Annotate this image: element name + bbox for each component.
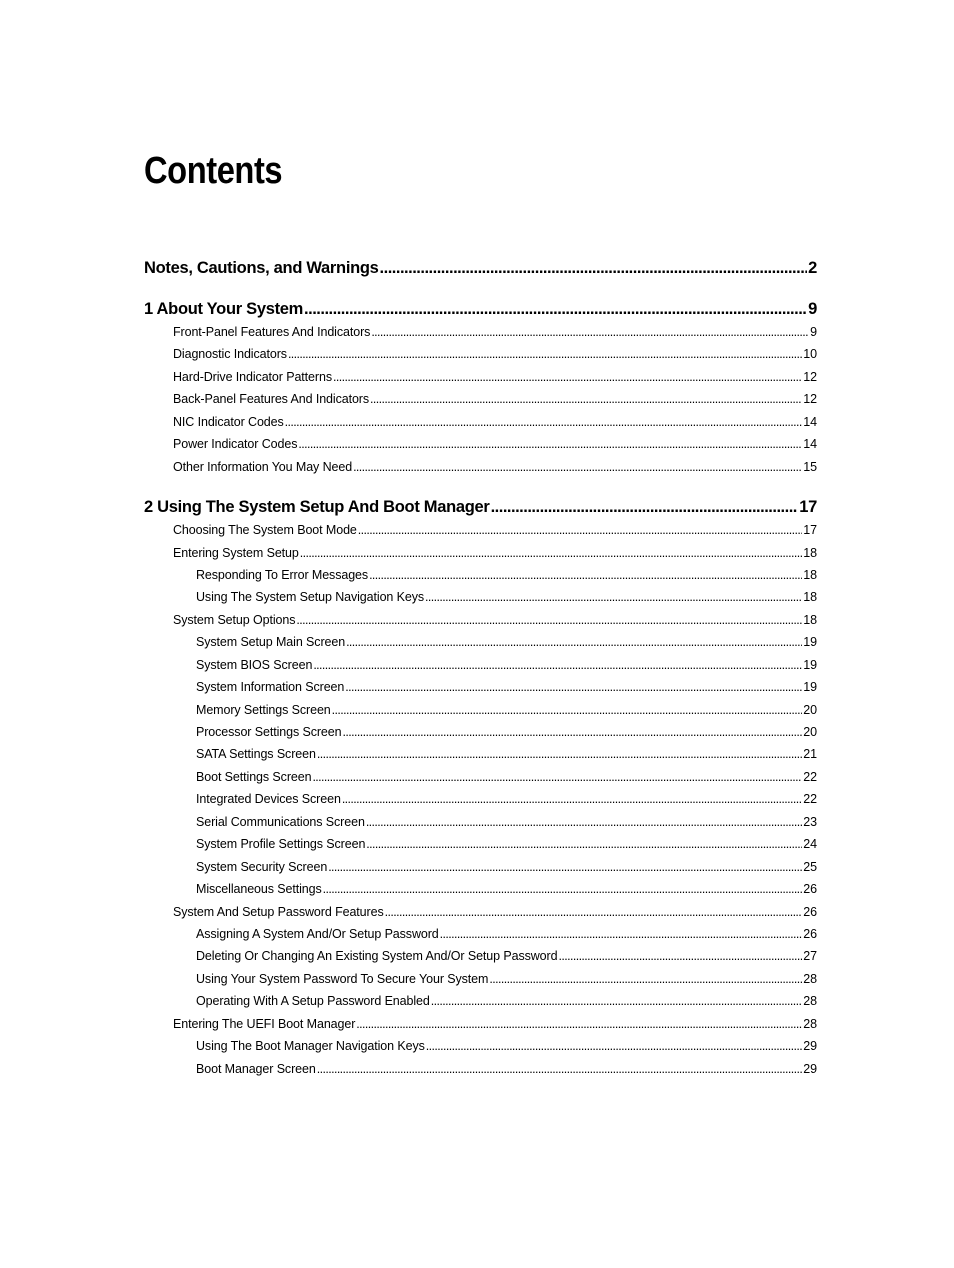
dot-leader xyxy=(491,495,799,519)
toc-entry[interactable] xyxy=(144,699,817,721)
toc-page-number: 20 xyxy=(803,702,817,717)
dot-leader xyxy=(328,856,802,878)
toc-page-number: 18 xyxy=(803,567,817,582)
toc-entry-label: Deleting Or Changing An Existing System And/Or Setup Password xyxy=(196,949,558,964)
toc-page-number: 2 xyxy=(808,259,817,277)
dot-leader xyxy=(323,878,803,900)
toc-page-number: 9 xyxy=(810,325,817,339)
toc-entry-label: Diagnostic Indicators xyxy=(173,347,287,362)
toc-entry[interactable] xyxy=(144,811,817,833)
dot-leader xyxy=(426,1035,803,1057)
toc-entry-label: Using Your System Password To Secure Your System xyxy=(196,971,489,986)
dot-leader xyxy=(317,743,802,765)
dot-leader xyxy=(317,1058,803,1080)
dot-leader xyxy=(300,542,803,564)
toc-entry[interactable] xyxy=(144,586,817,608)
toc-entry-label: Miscellaneous Settings xyxy=(196,882,322,897)
dot-leader xyxy=(332,699,803,721)
dot-leader xyxy=(285,411,803,433)
dot-leader xyxy=(296,609,802,631)
toc-entry[interactable] xyxy=(144,788,817,810)
toc-entry[interactable] xyxy=(144,878,817,900)
toc-entry[interactable] xyxy=(144,321,817,343)
toc-entry-label: Front-Panel Features And Indicators xyxy=(173,325,371,339)
toc-page-number: 21 xyxy=(803,747,817,762)
dot-leader xyxy=(346,631,802,653)
dot-leader xyxy=(366,811,802,833)
toc-entry-label: System BIOS Screen xyxy=(196,657,313,672)
toc-page-number: 19 xyxy=(803,635,817,650)
dot-leader xyxy=(371,321,809,343)
dot-leader xyxy=(356,1013,802,1035)
dot-leader xyxy=(431,990,803,1012)
dot-leader xyxy=(425,586,802,608)
toc-page-number: 26 xyxy=(803,904,817,919)
toc-entry[interactable] xyxy=(144,411,817,433)
toc-entry-label: Integrated Devices Screen xyxy=(196,792,341,807)
toc-entry-label: Using The System Setup Navigation Keys xyxy=(196,590,425,605)
toc-entry-label: Back-Panel Features And Indicators xyxy=(173,392,370,407)
dot-leader xyxy=(343,721,803,743)
toc-entry[interactable] xyxy=(144,990,817,1012)
toc-entry[interactable] xyxy=(144,968,817,990)
toc-entry[interactable] xyxy=(144,901,817,923)
toc-page-number: 10 xyxy=(803,347,817,362)
toc-entry[interactable] xyxy=(144,456,817,478)
toc-page-number: 29 xyxy=(803,1039,817,1054)
toc-page-number: 14 xyxy=(803,437,817,452)
toc-entry-label: System Setup Main Screen xyxy=(196,635,346,650)
dot-leader xyxy=(333,366,802,388)
toc-page-number: 17 xyxy=(799,498,817,517)
dot-leader xyxy=(385,901,803,923)
toc-page-number: 18 xyxy=(803,545,817,560)
toc-entry-label: System And Setup Password Features xyxy=(173,904,384,919)
toc-entry-label: 1 About Your System xyxy=(144,300,304,318)
toc-page-number: 19 xyxy=(803,680,817,695)
toc-entry-label: Memory Settings Screen xyxy=(196,702,331,717)
toc-entry[interactable] xyxy=(144,1035,817,1057)
page-title: Contents xyxy=(144,150,283,192)
toc-entry[interactable] xyxy=(144,923,817,945)
toc-page-number: 19 xyxy=(803,657,817,672)
toc-entry-label: Assigning A System And/Or Setup Password xyxy=(196,926,439,941)
toc-entry-label: System Security Screen xyxy=(196,859,328,874)
toc-page-number: 24 xyxy=(803,837,817,852)
toc-page-number: 18 xyxy=(803,590,817,605)
table-of-contents xyxy=(144,256,817,1080)
toc-entry[interactable] xyxy=(144,519,817,541)
toc-entry[interactable] xyxy=(144,1013,817,1035)
dot-leader xyxy=(370,388,802,410)
dot-leader xyxy=(345,676,802,698)
toc-entry-label: Boot Manager Screen xyxy=(196,1061,316,1076)
toc-page-number: 26 xyxy=(803,882,817,897)
toc-page-number: 28 xyxy=(803,1016,817,1031)
toc-entry[interactable] xyxy=(144,609,817,631)
toc-page-number: 22 xyxy=(803,769,817,784)
toc-page-number: 14 xyxy=(803,414,817,429)
dot-leader xyxy=(440,923,803,945)
toc-entry[interactable] xyxy=(144,676,817,698)
dot-leader xyxy=(288,343,802,365)
toc-entry[interactable] xyxy=(144,542,817,564)
toc-entry[interactable] xyxy=(144,833,817,855)
dot-leader xyxy=(313,654,802,676)
toc-page-number: 26 xyxy=(803,926,817,941)
dot-leader xyxy=(558,945,802,967)
toc-entry-label: Serial Communications Screen xyxy=(196,814,365,829)
toc-entry-label: 2 Using The System Setup And Boot Manager xyxy=(144,498,490,517)
toc-entry[interactable] xyxy=(144,564,817,586)
dot-leader xyxy=(489,968,802,990)
toc-entry-label: Power Indicator Codes xyxy=(173,437,298,452)
toc-entry-label: System Profile Settings Screen xyxy=(196,837,366,852)
dot-leader xyxy=(298,433,802,455)
toc-entry[interactable] xyxy=(144,388,817,410)
toc-entry[interactable] xyxy=(144,856,817,878)
toc-entry-label: System Information Screen xyxy=(196,680,345,695)
dot-leader xyxy=(380,256,808,280)
toc-entry-label: Entering The UEFI Boot Manager xyxy=(173,1016,356,1031)
toc-entry-label: Using The Boot Manager Navigation Keys xyxy=(196,1039,425,1054)
toc-entry[interactable] xyxy=(144,631,817,653)
toc-entry-label: System Setup Options xyxy=(173,612,296,627)
toc-entry[interactable] xyxy=(144,743,817,765)
toc-page-number: 20 xyxy=(803,725,817,739)
toc-chapter-entry[interactable] xyxy=(144,256,817,280)
toc-page-number: 28 xyxy=(803,971,817,986)
toc-page-number: 23 xyxy=(803,814,817,829)
toc-chapter-entry[interactable] xyxy=(144,495,817,519)
toc-page-number: 18 xyxy=(803,612,817,627)
toc-entry-label: Other Information You May Need xyxy=(173,459,353,474)
toc-entry-label: NIC Indicator Codes xyxy=(173,414,284,429)
toc-page-number: 28 xyxy=(803,994,817,1009)
toc-page-number: 25 xyxy=(803,859,817,874)
toc-page-number: 17 xyxy=(803,523,817,538)
toc-entry-label: Notes, Cautions, and Warnings xyxy=(144,259,379,277)
toc-entry-label: Operating With A Setup Password Enabled xyxy=(196,994,430,1009)
toc-page-number: 27 xyxy=(803,949,817,964)
toc-page-number: 15 xyxy=(803,459,817,474)
toc-page-number: 12 xyxy=(803,369,817,384)
dot-leader xyxy=(353,456,802,478)
dot-leader xyxy=(312,766,802,788)
toc-entry-label: Processor Settings Screen xyxy=(196,725,342,739)
dot-leader xyxy=(342,788,802,810)
toc-page-number: 22 xyxy=(803,792,817,807)
toc-entry[interactable] xyxy=(144,366,817,388)
dot-leader xyxy=(304,297,807,321)
toc-page-number: 29 xyxy=(803,1061,817,1076)
toc-entry[interactable] xyxy=(144,654,817,676)
toc-entry[interactable] xyxy=(144,945,817,967)
toc-page-number: 9 xyxy=(808,300,817,318)
toc-entry-label: Responding To Error Messages xyxy=(196,567,369,582)
toc-entry[interactable] xyxy=(144,721,817,743)
toc-entry-label: Entering System Setup xyxy=(173,545,299,560)
toc-page-number: 12 xyxy=(803,392,817,407)
toc-entry[interactable] xyxy=(144,1058,817,1080)
toc-entry-label: Boot Settings Screen xyxy=(196,769,312,784)
toc-entry-label: Choosing The System Boot Mode xyxy=(173,523,357,538)
toc-entry-label: SATA Settings Screen xyxy=(196,747,316,762)
toc-entry[interactable] xyxy=(144,343,817,365)
toc-entry-label: Hard-Drive Indicator Patterns xyxy=(173,369,332,384)
toc-entry[interactable] xyxy=(144,766,817,788)
toc-entry[interactable] xyxy=(144,433,817,455)
dot-leader xyxy=(366,833,802,855)
dot-leader xyxy=(358,519,803,541)
toc-chapter-entry[interactable] xyxy=(144,297,817,321)
dot-leader xyxy=(369,564,802,586)
